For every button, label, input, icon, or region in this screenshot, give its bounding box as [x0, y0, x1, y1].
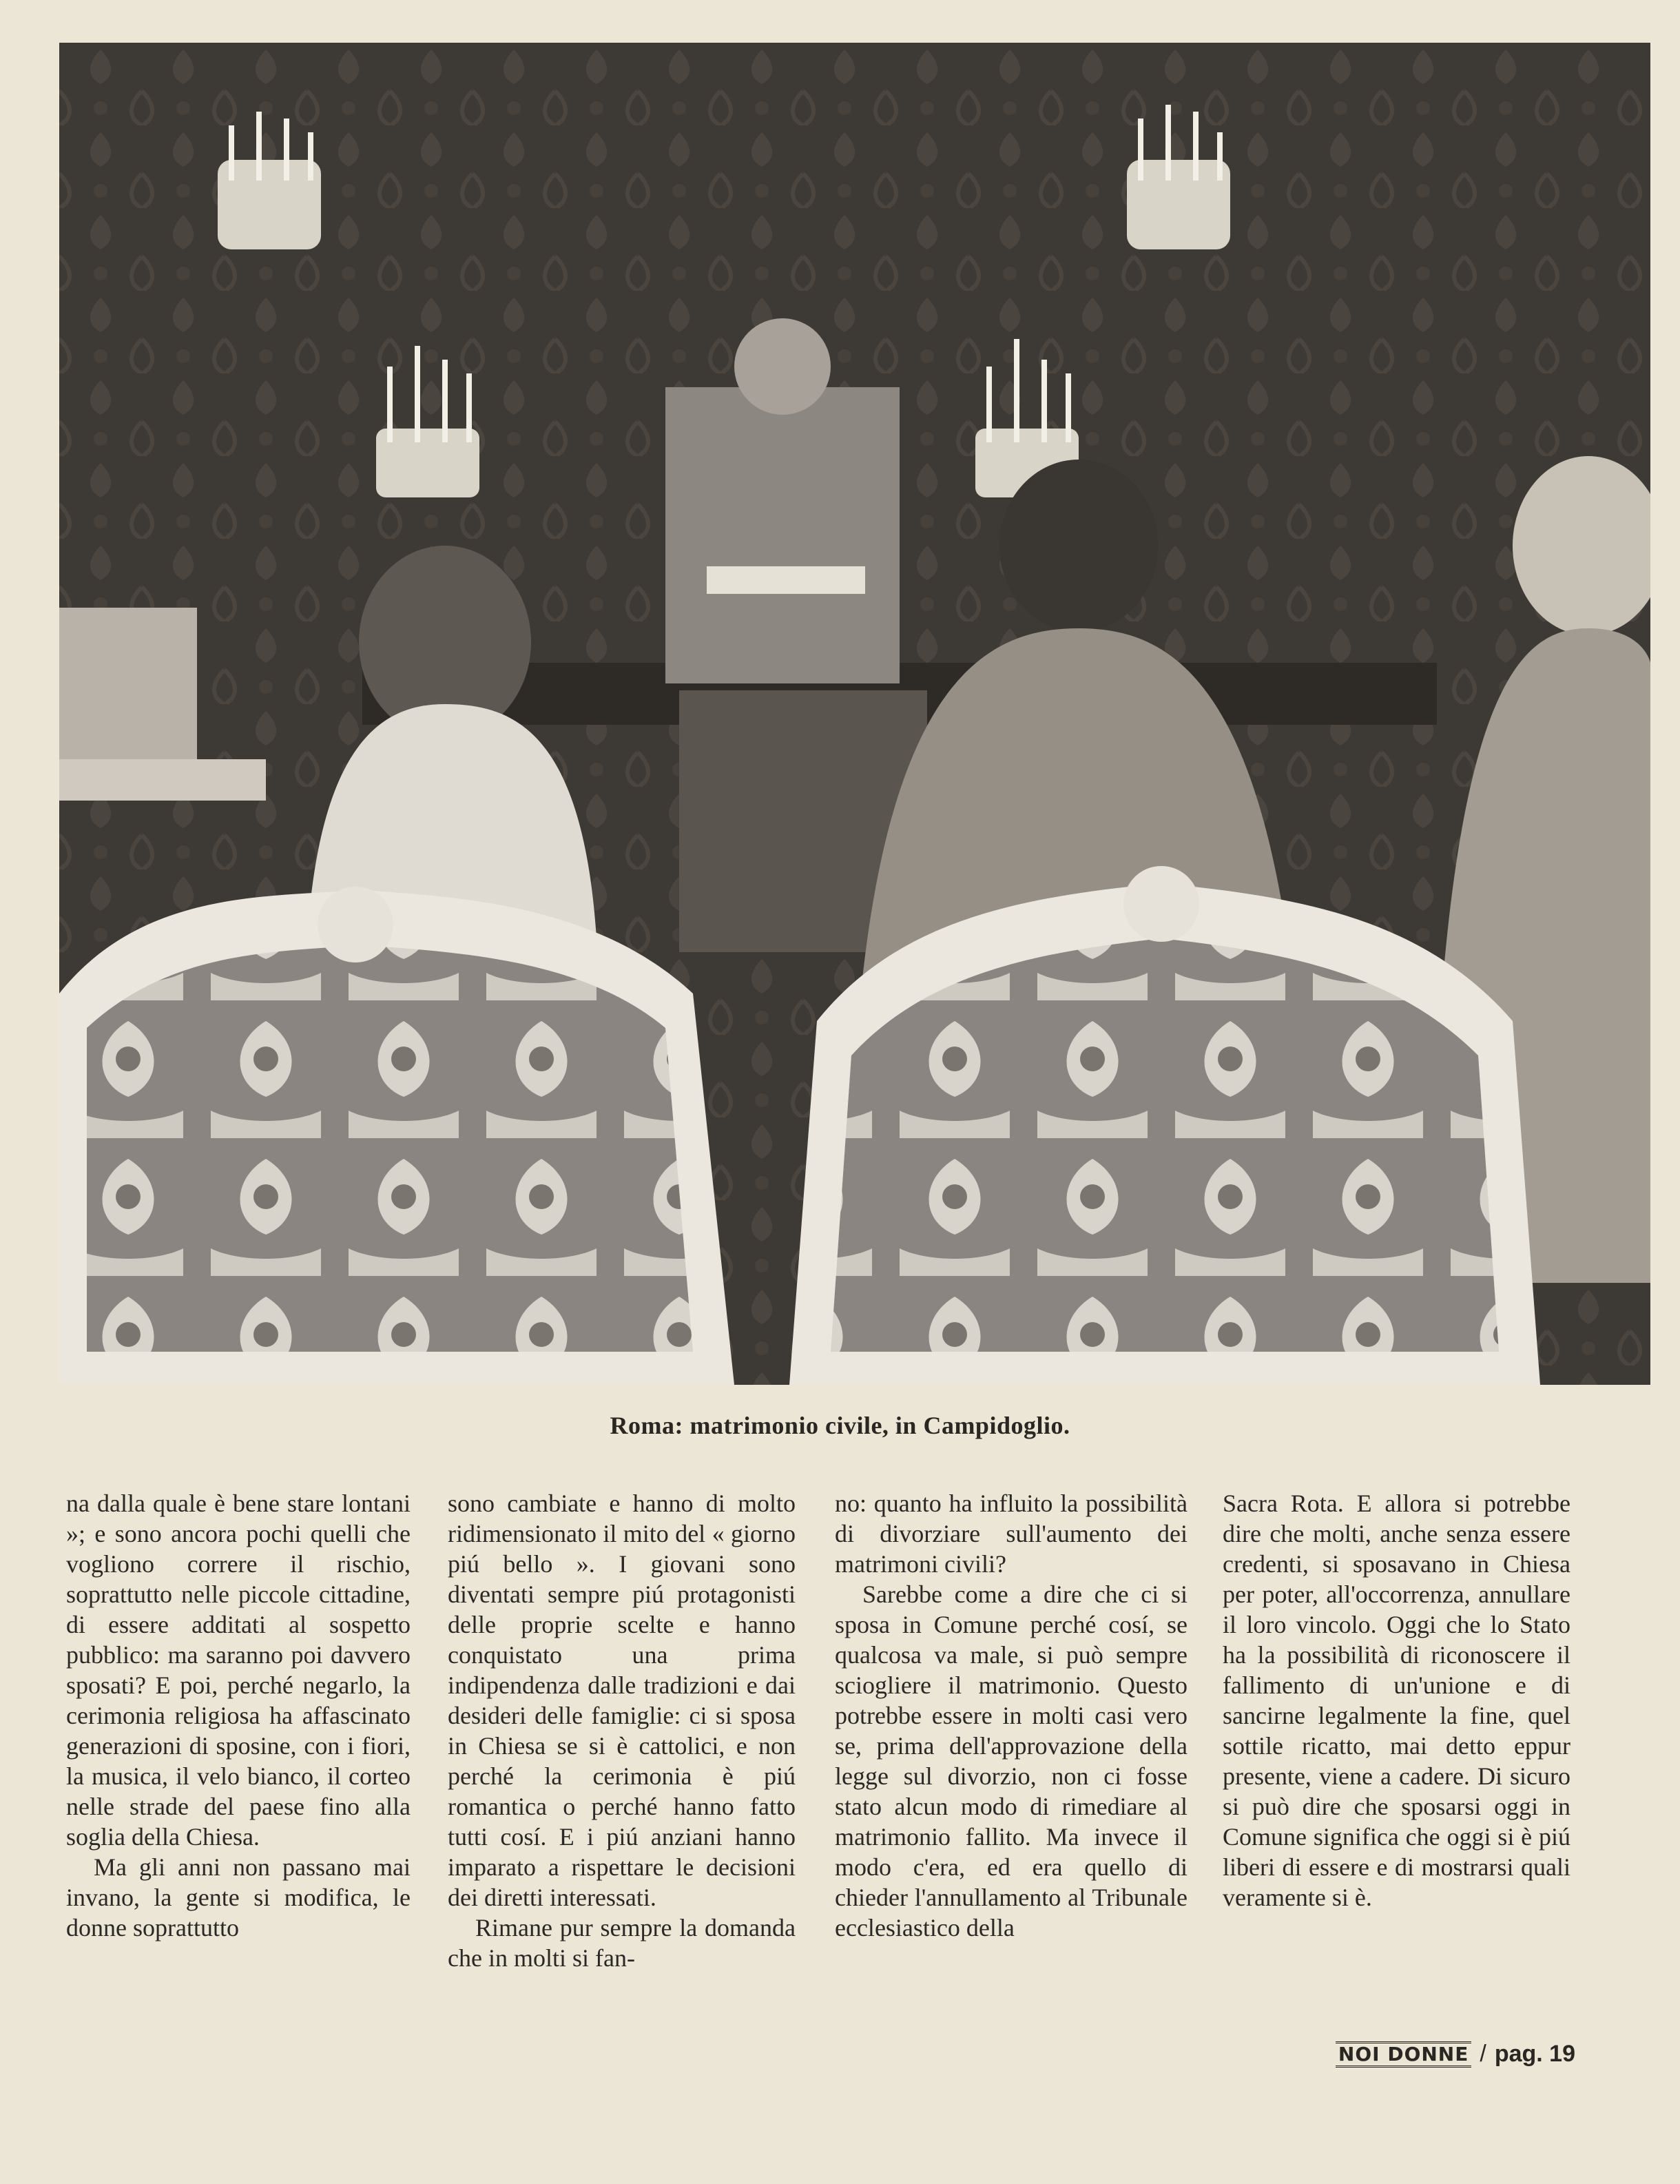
paragraph: no: quanto ha influito la possibilità di divorziare sull'aumento dei matrimoni civili? [835, 1490, 1188, 1578]
paragraph: sono cambiate e hanno di molto ridimensionato il mito del « giorno piú bello ». I giovani sono diventati sempre piú protagonisti delle proprie scelte e hanno conquistato una prima indipendenza dalle tradizioni e dai desideri delle famiglie: ci si sposa in Chiesa se si è cattolici, e non perché la cerimonia è piú romantica o perché hanno fatto tutti cosí. E i piú anziani hanno imparato a rispettare le decisioni dei diretti interessati. [448, 1490, 796, 1911]
paragraph: Ma gli anni non passano mai invano, la gente si modifica, le donne soprattutto [66, 1853, 411, 1941]
paragraph: Rimane pur sempre la domanda che in molti si fan- [448, 1914, 796, 1972]
magazine-logo: NOI DONNE [1336, 2041, 1471, 2068]
page-number: pag. 19 [1494, 2041, 1575, 2067]
text-column-2 [448, 1488, 796, 1973]
paragraph: Sarebbe come a dire che ci si sposa in Comune perché cosí, se qualcosa va male, si può sempre sciogliere il matrimonio. Questo potrebbe essere in molti casi vero se, prima dell'approvazione della legge sul divorzio, non ci fosse stato alcun modo di rimediare al matrimonio fallito. Ma invece il modo c'era, ed era quello di chieder l'annullamento al Tribunale ecclesiastico della [835, 1580, 1188, 1941]
wedding-ceremony-photo-icon [59, 43, 1650, 1385]
text-column-4 [1223, 1488, 1570, 1913]
page-footer [1336, 2041, 1575, 2068]
text-column-3 [835, 1488, 1188, 1943]
paragraph: na dalla quale è bene stare lontani »; e sono ancora pochi quelli che vogliono correre il rischio, soprattutto nelle piccole cittadine, di essere additati al sospetto pubblico: ma saranno poi davvero sposati? E poi, perché negarlo, la cerimonia religiosa ha affascinato generazioni di sposine, con i fiori, la musica, il velo bianco, il corteo nelle strade del paese fino alla soglia della Chiesa. [66, 1490, 411, 1851]
text-column-1 [66, 1488, 411, 1943]
ceremony-photo [59, 43, 1650, 1385]
photo-caption: Roma: matrimonio civile, in Campidoglio. [610, 1412, 1070, 1439]
footer-separator: / [1480, 2041, 1486, 2067]
paragraph: Sacra Rota. E allora si potrebbe dire che molti, anche senza essere credenti, si sposavano in Chiesa per poter, all'occorrenza, annullare il loro vincolo. Oggi che lo Stato ha la possibilità di riconoscere il fallimento di un'unione e di sancirne legalmente la fine, quel sottile ricatto, mai detto eppur presente, viene a cadere. Di sicuro si può dire che sposarsi oggi in Comune significa che oggi si è piú liberi di essere e di mostrarsi quali veramente si è. [1223, 1490, 1570, 1911]
